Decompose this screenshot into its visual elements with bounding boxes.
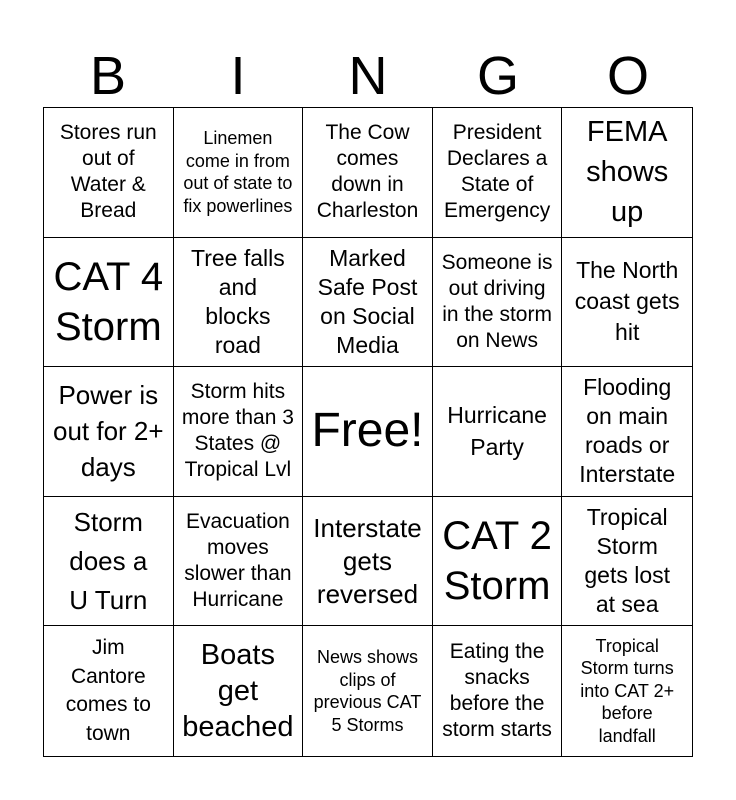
bingo-cell[interactable] [174, 497, 304, 627]
cell-text: Hurricane Party [447, 402, 547, 461]
cell-text: President Declares a State of Emergency [443, 121, 551, 223]
free-space-label: Free! [311, 404, 424, 458]
cell-text: Power is out for 2+ days [53, 380, 164, 483]
cell-text: CAT 4 Storm [53, 254, 164, 349]
cell-text: Tropical Storm gets lost at sea [584, 504, 671, 618]
bingo-cell[interactable] [174, 626, 304, 756]
cell-text: Eating the snacks before the storm starts [442, 640, 552, 742]
bingo-cell[interactable] [433, 497, 563, 627]
cell-text: Evacuation moves slower than Hurricane [184, 510, 292, 612]
bingo-cell[interactable] [433, 238, 563, 368]
header-letter-o: O [606, 46, 649, 106]
cell-text: FEMA shows up [586, 116, 669, 229]
cell-text: Flooding on main roads or Interstate [579, 374, 676, 488]
header-letter-b: B [89, 46, 127, 106]
bingo-cell[interactable] [562, 497, 692, 627]
header-letter-n: N [348, 46, 388, 106]
header-letter-g: G [476, 46, 519, 106]
bingo-header [43, 46, 693, 106]
bingo-cell[interactable] [303, 238, 433, 368]
cell-text: The North coast gets hit [574, 257, 680, 346]
bingo-cell[interactable] [303, 626, 433, 756]
free-space-cell[interactable] [303, 367, 433, 497]
cell-text: Tropical Storm turns into CAT 2+ before landfall [580, 635, 675, 746]
bingo-cell[interactable] [562, 367, 692, 497]
bingo-cell[interactable] [562, 626, 692, 756]
header-letter-i: I [230, 46, 246, 106]
bingo-cell[interactable] [433, 108, 563, 238]
cell-text: Storm does a U Turn [69, 506, 148, 615]
bingo-cell[interactable] [44, 238, 174, 368]
bingo-card-grid [43, 107, 693, 757]
cell-text: Marked Safe Post on Social Media [317, 244, 418, 358]
cell-text: CAT 2 Storm [442, 514, 552, 609]
cell-text: Stores run out of Water & Bread [59, 121, 157, 223]
cell-text: Someone is out driving in the storm on News [441, 250, 553, 352]
bingo-cell[interactable] [174, 367, 304, 497]
bingo-cell[interactable] [174, 108, 304, 238]
bingo-cell[interactable] [303, 108, 433, 238]
cell-text: Jim Cantore comes to town [65, 636, 151, 745]
cell-text: Storm hits more than 3 States @ Tropical Lvl [181, 380, 294, 482]
cell-text: The Cow comes down in Charleston [316, 121, 419, 223]
bingo-cell[interactable] [174, 238, 304, 368]
bingo-cell[interactable] [44, 367, 174, 497]
bingo-cell[interactable] [303, 497, 433, 627]
cell-text: Boats get beached [182, 639, 294, 744]
bingo-cell[interactable] [44, 626, 174, 756]
bingo-cell[interactable] [44, 108, 174, 238]
bingo-cell[interactable] [44, 497, 174, 627]
cell-text: Linemen come in from out of state to fix powerlines [183, 128, 293, 216]
bingo-cell[interactable] [562, 108, 692, 238]
cell-text: Interstate gets reversed [313, 512, 422, 609]
bingo-cell[interactable] [433, 367, 563, 497]
bingo-cell[interactable] [433, 626, 563, 756]
cell-text: Tree falls and blocks road [191, 244, 285, 358]
cell-text: News shows clips of previous CAT 5 Storms [313, 647, 422, 735]
bingo-cell[interactable] [562, 238, 692, 368]
